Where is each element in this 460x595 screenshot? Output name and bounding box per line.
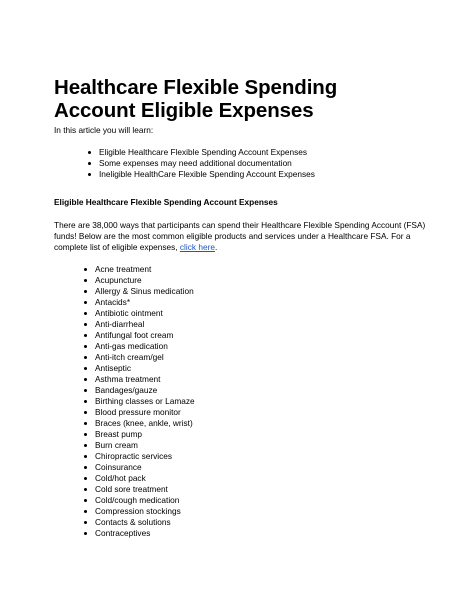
expense-item <box>95 506 195 517</box>
expense-item <box>95 451 195 462</box>
bullet-icon <box>84 411 87 414</box>
expense-item-label: Anti-itch cream/gel <box>95 352 164 362</box>
expense-item-label: Breast pump <box>95 429 143 439</box>
expense-item <box>95 495 195 506</box>
expense-item-label: Bandages/gauze <box>95 385 158 395</box>
list-item <box>99 147 315 158</box>
paragraph-text: There are 38,000 ways that participants can spend their Healthcare Flexible Spending Account (FSA) funds! Below are the most common eligible products and services under a Healthcare FSA. For a complete list of eligible expenses, <box>54 220 426 253</box>
expense-item-label: Compression stockings <box>95 506 181 516</box>
expense-item <box>95 528 195 539</box>
bullet-icon <box>84 521 87 524</box>
expense-item-label: Allergy & Sinus medication <box>95 286 194 296</box>
expense-item <box>95 407 195 418</box>
bullet-icon <box>84 433 87 436</box>
expense-list <box>95 264 195 539</box>
expense-item-label: Acne treatment <box>95 264 152 274</box>
expense-item <box>95 363 195 374</box>
bullet-icon <box>84 422 87 425</box>
expense-item-label: Antifungal foot cream <box>95 330 174 340</box>
learn-list <box>99 147 315 180</box>
expense-item <box>95 275 195 286</box>
bullet-icon <box>84 466 87 469</box>
expense-item <box>95 341 195 352</box>
expense-item-label: Antacids* <box>95 297 131 307</box>
list-item-label: Ineligible HealthCare Flexible Spending Account Expenses <box>99 169 315 179</box>
expense-item <box>95 385 195 396</box>
bullet-icon <box>84 444 87 447</box>
bullet-icon <box>84 400 87 403</box>
bullet-icon <box>84 334 87 337</box>
bullet-icon <box>84 367 87 370</box>
expense-item-label: Contacts & solutions <box>95 517 171 527</box>
expense-item <box>95 473 195 484</box>
expense-item-label: Burn cream <box>95 440 138 450</box>
expense-item-label: Cold/hot pack <box>95 473 146 483</box>
bullet-icon <box>88 151 91 154</box>
bullet-icon <box>84 323 87 326</box>
expense-item <box>95 286 195 297</box>
eligibility-paragraph <box>54 220 426 254</box>
bullet-icon <box>84 279 87 282</box>
expense-item <box>95 429 195 440</box>
expense-item <box>95 440 195 451</box>
bullet-icon <box>84 510 87 513</box>
bullet-icon <box>88 173 91 176</box>
list-item-label: Some expenses may need additional documentation <box>99 158 292 168</box>
bullet-icon <box>84 455 87 458</box>
list-item <box>99 169 315 180</box>
expense-item <box>95 374 195 385</box>
page-title: Healthcare Flexible Spending Account Eligible Expenses <box>54 76 338 122</box>
expense-item-label: Braces (knee, ankle, wrist) <box>95 418 193 428</box>
expense-item <box>95 330 195 341</box>
expense-item <box>95 264 195 275</box>
bullet-icon <box>84 312 87 315</box>
expense-item-label: Cold/cough medication <box>95 495 180 505</box>
expense-item-label: Contraceptives <box>95 528 151 538</box>
click-here-link[interactable]: click here <box>179 242 215 253</box>
bullet-icon <box>84 290 87 293</box>
expense-item <box>95 352 195 363</box>
expense-item-label: Anti-diarrheal <box>95 319 145 329</box>
bullet-icon <box>84 356 87 359</box>
bullet-icon <box>84 389 87 392</box>
expense-item-label: Coinsurance <box>95 462 142 472</box>
expense-item-label: Antiseptic <box>95 363 131 373</box>
expense-item-label: Birthing classes or Lamaze <box>95 396 195 406</box>
bullet-icon <box>88 162 91 165</box>
expense-item-label: Anti-gas medication <box>95 341 168 351</box>
bullet-icon <box>84 532 87 535</box>
expense-item <box>95 319 195 330</box>
expense-item-label: Blood pressure monitor <box>95 407 181 417</box>
expense-item-label: Antibiotic ointment <box>95 308 163 318</box>
expense-item <box>95 297 195 308</box>
expense-item-label: Chiropractic services <box>95 451 172 461</box>
section-heading: Eligible Healthcare Flexible Spending Account Expenses <box>54 197 278 207</box>
bullet-icon <box>84 301 87 304</box>
expense-item <box>95 462 195 473</box>
bullet-icon <box>84 378 87 381</box>
paragraph-end: . <box>214 242 218 253</box>
expense-item <box>95 484 195 495</box>
intro-text: In this article you will learn: <box>54 125 154 135</box>
expense-item-label: Asthma treatment <box>95 374 161 384</box>
expense-item-label: Acupuncture <box>95 275 142 285</box>
expense-item-label: Cold sore treatment <box>95 484 168 494</box>
bullet-icon <box>84 268 87 271</box>
bullet-icon <box>84 499 87 502</box>
list-item <box>99 158 315 169</box>
expense-item <box>95 308 195 319</box>
bullet-icon <box>84 345 87 348</box>
bullet-icon <box>84 488 87 491</box>
bullet-icon <box>84 477 87 480</box>
expense-item <box>95 517 195 528</box>
list-item-label: Eligible Healthcare Flexible Spending Account Expenses <box>99 147 308 157</box>
expense-item <box>95 396 195 407</box>
expense-item <box>95 418 195 429</box>
